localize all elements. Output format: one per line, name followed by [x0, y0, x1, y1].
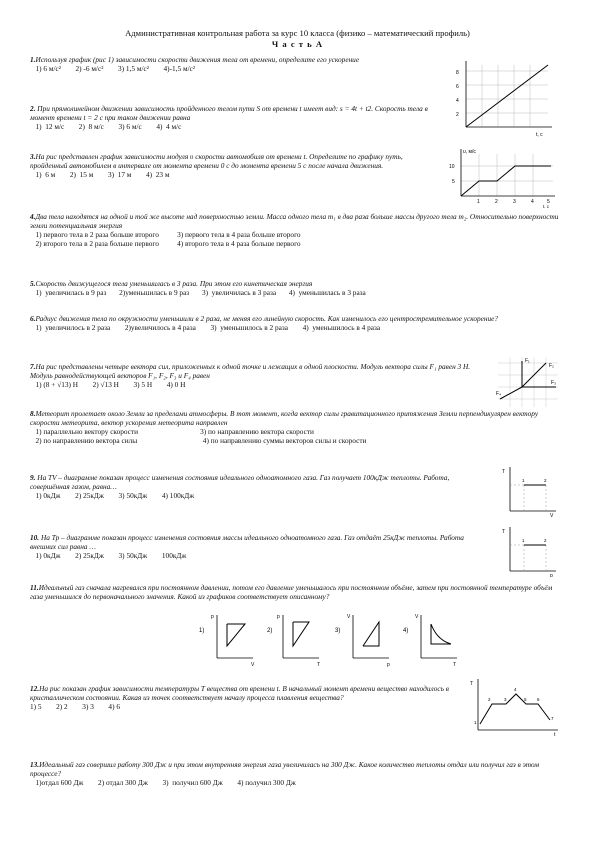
temperature-time-graph-fig12: [468, 676, 560, 736]
question-text: Используя график (рис 1) зависимости скорости движения тела от времени, определите его ускорение: [35, 55, 360, 64]
question-number: 6.: [30, 314, 36, 323]
question-11: [30, 583, 565, 601]
question-9: [30, 473, 485, 500]
point-label: 1: [522, 478, 525, 483]
x-axis-label: t: [554, 732, 556, 736]
speed-time-graph-fig3: [443, 146, 558, 208]
vector-label: F₂: [549, 363, 554, 369]
question-text: На рис представлены четыре вектора сил, приложенных к одной точке и лежащих в одной плоскости. Модуль вектора силы F₁ равен 3 Н. Модуль равнодействующей векторов F₁, F₂, F₃ и F₄ равен: [30, 362, 471, 380]
process-graph-1: [199, 614, 255, 668]
question-number: 7.: [30, 362, 36, 371]
answer-options: 1) 5 2) 2 3) 3 4) 6: [30, 702, 120, 711]
question-4: [30, 212, 565, 248]
process-graph-4: [403, 614, 457, 668]
answer-options: 1) увеличилось в 2 раза 2)увеличилось в 4 раза 3) уменьшилось в 2 раза 4) уменьшилось в 4 раза: [30, 323, 381, 332]
question-number: 12.: [30, 684, 40, 693]
question-text: Идеальный газ совершил работу 300 Дж и при этом внутренняя энергия газа увеличилась на 300 Дж. Какое количество теплоты отдал или получил газ в этом процессе?: [30, 760, 539, 778]
x-axis-label: t, c: [536, 132, 543, 138]
y-tick-label: 6: [456, 84, 459, 90]
y-tick-label: 4: [456, 98, 459, 104]
point-label: 5: [524, 697, 527, 702]
axis-label: p: [211, 614, 214, 620]
graph-label: 2): [267, 628, 273, 634]
process-graphs-fig11: [195, 610, 460, 668]
axis-label: V: [347, 614, 351, 620]
process-graph-2: [267, 614, 320, 668]
point-label: 2: [544, 478, 547, 483]
graph-label: 4): [403, 628, 409, 634]
question-number: 2.: [30, 104, 36, 113]
question-text: Скорость движущегося тела уменьшилась в 3 раза. При этом его кинетическая энергия: [35, 279, 313, 288]
x-axis-label: V: [550, 513, 554, 517]
question-8: [30, 409, 565, 445]
question-number: 9.: [30, 473, 36, 482]
question-5: [30, 279, 565, 297]
answer-options: 1) увеличилась в 9 раз 2)уменьшилась в 9 раз 3) увеличилась в 3 раза 4) уменьшилась в 3 раза: [30, 288, 366, 297]
answer-options: 1) 6 м/с² 2) -6 м/с² 3) 1,5 м/с² 4)-1,5 м/с²: [30, 64, 196, 73]
question-number: 11.: [30, 583, 39, 592]
y-axis-label: υ, м/с: [463, 149, 476, 155]
point-label: 2: [488, 697, 491, 702]
tp-diagram-fig10: [498, 525, 560, 577]
question-12: [30, 684, 470, 711]
y-tick-label: 2: [456, 112, 459, 118]
question-13: [30, 760, 565, 787]
question-7: [30, 362, 490, 389]
vector-label: F₁: [525, 358, 530, 364]
point-label: 6: [537, 697, 540, 702]
axis-label: T: [453, 662, 457, 668]
question-text: На рис показан график зависимости температуры Т вещества от времени t. В начальный момент времени вещество находилось в кристаллическом состоянии. Какая из точек соответствует началу процесса плавления вещества?: [30, 684, 449, 702]
x-tick-label: 4: [531, 199, 534, 205]
velocity-time-graph-fig1: [448, 57, 558, 139]
point-label: 3: [504, 697, 507, 702]
question-text: Радиус движения тела по окружности уменьшили в 2 раза, не меняя его линейную скорость. Как изменилось его центростремительное ускорение?: [35, 314, 499, 323]
y-tick-label: 8: [456, 70, 459, 76]
question-number: 1.: [30, 55, 36, 64]
question-number: 13.: [30, 760, 40, 769]
vector-label: F₃: [551, 380, 557, 386]
point-label: 1: [474, 720, 477, 725]
question-number: 3.: [30, 152, 36, 161]
answer-options: 1) 12 м/с 2) 8 м/с 3) 6 м/с 4) 4 м/с: [30, 122, 182, 131]
page-title: Административная контрольная работа за курс 10 класса (физико – математический профиль): [125, 28, 470, 38]
question-2: [30, 104, 440, 131]
question-text: Метеорит пролетает около Земли за пределами атмосферы. В тот момент, когда вектор силы гравитационного притяжения Земли перпендикулярен вектору скорости метеорита, вектор ускорения метеорита направлен: [30, 409, 539, 427]
answer-options: 1)отдал 600 Дж 2) отдал 300 Дж 3) получил 600 Дж 4) получил 300 Дж: [30, 778, 296, 787]
axis-label: p: [277, 614, 280, 620]
point-label: 4: [514, 687, 517, 692]
y-axis-label: T: [470, 681, 474, 687]
question-text: На Тр – диаграмме показан процесс изменения состояния массы идеального одноатомного газа. Газ отдаёт 25кДж теплоты. Работа внешних сил равна …: [30, 533, 464, 551]
y-tick-label: 5: [452, 179, 455, 185]
question-1: [30, 55, 440, 73]
force-vectors-fig7: [493, 353, 563, 411]
question-number: 4.: [30, 212, 36, 221]
part-heading: Ч а с т ь А: [271, 39, 324, 49]
axis-label: T: [317, 662, 321, 668]
x-tick-label: 1: [477, 199, 480, 205]
point-label: 1: [522, 538, 525, 543]
answer-options: 1) 0кДж 2) 25кДж 3) 50кДж 4) 100кДж: [30, 491, 195, 500]
answer-options: 1) первого тела в 2 раза больше второго 3) первого тела в 4 раза больше второго 2) второго тела в 2 раза больше первого 4) второго тела в 4 раза больше первого: [35, 230, 301, 248]
point-label: 7: [551, 716, 554, 721]
question-text: На рис представлен график зависимости модуля υ скорости автомобиля от времени t. Определите по графику путь, пройденный автомобилем в интервале от момента времени 0 с до момента времени 5 с после начала движения.: [30, 152, 403, 170]
question-number: 10.: [30, 533, 40, 542]
y-tick-label: 10: [449, 164, 455, 170]
y-axis-label: T: [502, 529, 506, 535]
axis-label: V: [415, 614, 419, 620]
axis-label: p: [387, 662, 390, 668]
y-axis-label: T: [502, 469, 506, 475]
question-text: На TV – диаграмме показан процесс изменения состояния идеального одноатомного газа. Газ получает 100кДж теплоты. Работа, совершённая газом, равна…: [30, 473, 450, 491]
x-axis-label: p: [550, 573, 553, 577]
question-10: [30, 533, 485, 560]
answer-options: 1) 0кДж 2) 25кДж 3) 50кДж 100кДж: [30, 551, 187, 560]
question-number: 8.: [30, 409, 36, 418]
point-label: 2: [544, 538, 547, 543]
answer-options: 1) параллельно вектору скорости 3) по направлению вектора скорости 2) по направлению вектора силы 4) по направлению суммы векторов силы и скорости: [35, 427, 367, 445]
question-6: [30, 314, 565, 332]
question-text: Идеальный газ сначала нагревался при постоянном давлении, потом его давление уменьшалось при постоянном объёме, затем при постоянной температуре объём газа уменьшился до первоначального значения. Какой из графиков соответствует описанному?: [30, 583, 553, 601]
vector-label: F₄: [496, 391, 502, 397]
answer-options: 1) (8 + √13) Н 2) √13 Н 3) 5 Н 4) 0 Н: [30, 380, 186, 389]
x-tick-label: 3: [513, 199, 516, 205]
question-number: 5.: [30, 279, 36, 288]
process-graph-3: [335, 614, 390, 668]
answer-options: 1) 6 м 2) 15 м 3) 17 м 4) 23 м: [30, 170, 170, 179]
x-tick-label: 5: [547, 199, 550, 205]
question-3: [30, 152, 440, 179]
axis-label: V: [251, 662, 255, 668]
tv-diagram-fig9: [498, 465, 560, 517]
x-axis-label: t, c: [543, 204, 550, 208]
x-tick-label: 2: [495, 199, 498, 205]
question-text: Два тела находятся на одной и той же высоте над поверхностью земли. Масса одного тела m₁ в два раза больше массы другого тела m₂. Относительно поверхности земли потенциальная энергия: [30, 212, 559, 230]
question-text: При прямолинейном движении зависимость пройденного телом пути S от времени t имеет вид: s = 4t + t2. Скорость тела в момент времени t = 2 с при таком движении равна: [30, 104, 428, 122]
graph-label: 3): [335, 628, 341, 634]
graph-label: 1): [199, 628, 205, 634]
